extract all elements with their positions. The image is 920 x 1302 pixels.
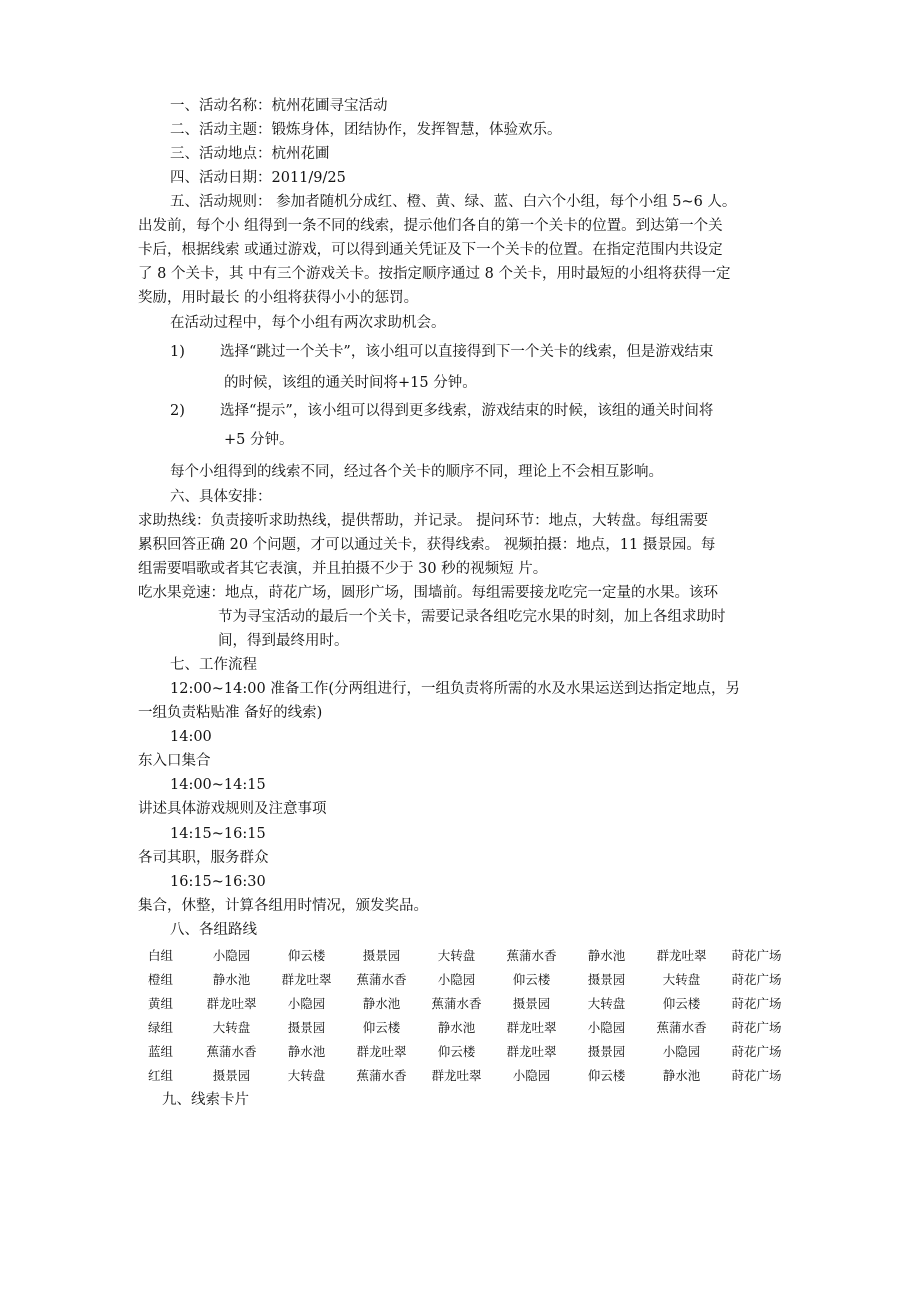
route-stop: 小隐园 [437,972,476,987]
route-stop: 群龙吐翠 [281,972,332,987]
route-stop: 静水池 [362,996,401,1011]
route-stop: 群龙吐翠 [506,1044,557,1059]
routes-table [138,944,794,1088]
workflow-desc: 集合，休整，计算各组用时情况，颁发奖品。 [138,898,428,914]
route-stop: 摄景园 [212,1068,251,1083]
workflow-prep-line: 一组负责粘贴准 备好的线索) [138,705,323,721]
route-stop: 群龙吐翠 [356,1044,407,1059]
help-item-text: 选择“提示”，该小组可以得到更多线索，游戏结束的时候，该组的通关时间将 [220,403,714,419]
route-stop: 群龙吐翠 [506,1020,557,1035]
workflow-desc: 东入口集合 [138,753,211,769]
route-stop: 静水池 [212,972,251,987]
route-stop: 仰云楼 [362,1020,401,1035]
route-stop: 群龙吐翠 [431,1068,482,1083]
route-stop: 仰云楼 [437,1044,476,1059]
route-stop: 大转盘 [212,1020,251,1035]
route-stop: 莳花广场 [731,1044,782,1059]
schedule-line: 累积回答正确 20 个问题，才可以通过关卡，获得线索。 视频拍摄：地点，11 摄景园。每 [138,537,716,553]
rules-line: 五、活动规则： 参加者随机分成红、橙、黄、绿、蓝、白六个小组，每个小组 5~6 人。 [170,194,737,210]
help-item-number: 2) [170,403,185,419]
rules-line: 出发前，每个小 组得到一条不同的线索，提示他们各自的第一个关卡的位置。到达第一个关 [138,218,723,234]
section-workflow-heading: 七、工作流程 [170,657,257,673]
route-stop: 大转盘 [437,948,476,963]
route-stop: 蕉蒲水香 [206,1044,257,1059]
route-stop: 蕉蒲水香 [356,1068,407,1083]
workflow-time: 14:00~14:15 [170,777,266,793]
rules-line: 卡后，根据线索 或通过游戏，可以得到通关凭证及下一个关卡的位置。在指定范围内共设定 [138,242,723,258]
route-row [138,992,794,1016]
route-stop: 摄景园 [587,1044,626,1059]
route-stop: 摄景园 [512,996,551,1011]
route-row [138,1040,794,1064]
route-stop: 小隐园 [287,996,326,1011]
route-stop: 蕉蒲水香 [506,948,557,963]
route-group-name: 黄组 [148,996,174,1011]
section-activity-theme: 二、活动主题：锻炼身体，团结协作，发挥智慧，体验欢乐。 [170,122,562,138]
route-row [138,1016,794,1040]
schedule-line: 求助热线：负责接听求助热线，提供帮助，并记录。 提问环节：地点，大转盘。每组需要 [138,513,709,529]
route-stop: 莳花广场 [731,948,782,963]
fruit-race-line: 间，得到最终用时。 [218,633,349,649]
route-row [138,1064,794,1088]
section-clue-cards-heading: 九、线索卡片 [162,1092,249,1108]
help-item-text: 选择“跳过一个关卡”，该小组可以直接得到下一个关卡的线索，但是游戏结束 [220,344,714,360]
rules-line: 奖励，用时最长 的小组将获得小小的惩罚。 [138,290,419,306]
route-stop: 莳花广场 [731,972,782,987]
workflow-time: 14:15~16:15 [170,826,266,842]
section-routes-heading: 八、各组路线 [170,922,257,938]
route-group-name: 蓝组 [148,1044,174,1059]
route-stop: 莳花广场 [731,996,782,1011]
route-stop: 静水池 [587,948,626,963]
route-stop: 摄景园 [287,1020,326,1035]
fruit-race-line: 节为寻宝活动的最后一个关卡，需要记录各组吃完水果的时刻，加上各组求助时 [218,609,726,625]
route-stop: 摄景园 [362,948,401,963]
help-item-text-cont: 的时候，该组的通关时间将+15 分钟。 [224,375,477,391]
help-note: 每个小组得到的线索不同，经过各个关卡的顺序不同，理论上不会相互影响。 [170,464,663,480]
route-stop: 小隐园 [212,948,251,963]
workflow-desc: 讲述具体游戏规则及注意事项 [138,801,327,817]
rules-line: 了 8 个关卡，其 中有三个游戏关卡。按指定顺序通过 8 个关卡，用时最短的小组将获得一定 [138,266,731,282]
route-stop: 大转盘 [662,972,701,987]
schedule-line: 组需要唱歌或者其它表演，并且拍摄不少于 30 秒的视频短 片。 [138,561,548,577]
route-stop: 仰云楼 [587,1068,626,1083]
help-item-text-cont: +5 分钟。 [224,432,294,448]
workflow-time: 16:15~16:30 [170,874,266,890]
route-stop: 小隐园 [662,1044,701,1059]
route-stop: 仰云楼 [662,996,701,1011]
route-stop: 小隐园 [587,1020,626,1035]
route-stop: 蕉蒲水香 [356,972,407,987]
route-group-name: 绿组 [148,1020,174,1035]
route-stop: 摄景园 [587,972,626,987]
route-row [138,944,794,968]
workflow-time: 14:00 [170,729,212,745]
help-intro: 在活动过程中，每个小组有两次求助机会。 [170,315,446,331]
route-group-name: 白组 [148,948,174,963]
route-stop: 大转盘 [587,996,626,1011]
route-stop: 仰云楼 [287,948,326,963]
route-stop: 静水池 [437,1020,476,1035]
section-schedule-heading: 六、具体安排： [170,489,272,505]
workflow-prep-line: 12:00~14:00 准备工作(分两组进行，一组负责将所需的水及水果运送到达指定地点，另 [170,681,740,697]
route-group-name: 红组 [148,1068,174,1083]
route-group-name: 橙组 [148,972,174,987]
route-stop: 莳花广场 [731,1068,782,1083]
route-stop: 蕉蒲水香 [656,1020,707,1035]
route-stop: 静水池 [287,1044,326,1059]
route-stop: 群龙吐翠 [206,996,257,1011]
route-stop: 蕉蒲水香 [431,996,482,1011]
workflow-desc: 各司其职，服务群众 [138,850,269,866]
route-stop: 大转盘 [287,1068,326,1083]
route-stop: 群龙吐翠 [656,948,707,963]
fruit-race-line: 吃水果竞速：地点，莳花广场，圆形广场，围墙前。每组需要接龙吃完一定量的水果。该环 [138,585,718,601]
route-row [138,968,794,992]
help-item-number: 1) [170,344,185,360]
route-stop: 小隐园 [512,1068,551,1083]
section-activity-date: 四、活动日期：2011/9/25 [170,170,346,186]
route-stop: 静水池 [662,1068,701,1083]
section-activity-location: 三、活动地点：杭州花圃 [170,146,330,162]
route-stop: 仰云楼 [512,972,551,987]
route-stop: 莳花广场 [731,1020,782,1035]
section-activity-name: 一、活动名称：杭州花圃寻宝活动 [170,98,388,114]
